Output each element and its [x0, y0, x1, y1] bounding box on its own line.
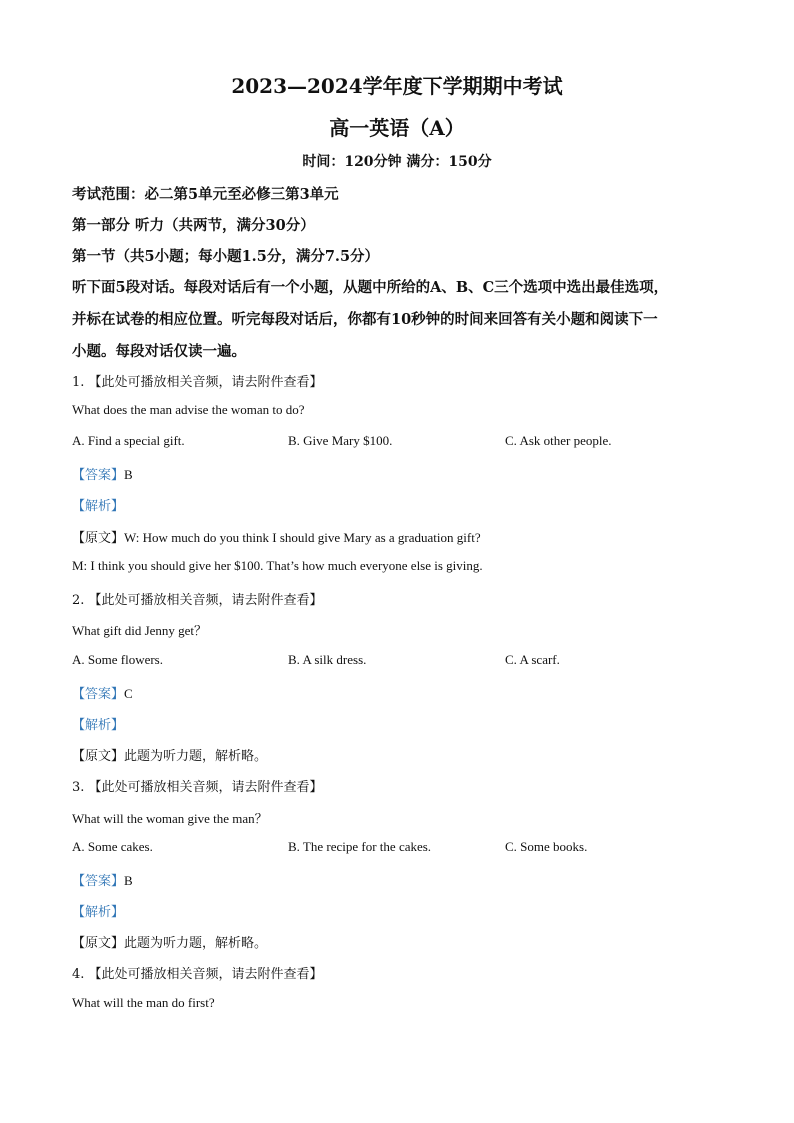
original-label: 【原文】 — [72, 936, 125, 951]
option-b: B. The recipe for the cakes. — [288, 839, 432, 854]
answer-line — [72, 870, 133, 889]
audio-placeholder[interactable]: 【此处可播放相关音频，请去附件查看】 — [88, 967, 323, 982]
original-text: W: How much do you think I should give Mary as a graduation gift? — [124, 530, 481, 545]
option-a: A. Find a special gift. — [72, 433, 185, 448]
question-audio-line — [72, 371, 323, 390]
option-c: C. Some books. — [505, 839, 588, 854]
original-line — [72, 932, 267, 951]
part-heading: 第一部分 听力（共两节，满分30分） — [72, 217, 315, 234]
original-label: 【原文】 — [72, 531, 125, 546]
section-heading: 第一节（共5小题；每小题1.5分，满分7.5分） — [72, 248, 380, 265]
analysis-label: 【解析】 — [72, 718, 125, 733]
answer-label: 【答案】 — [72, 687, 125, 702]
original-text: 此题为听力题，解析略。 — [124, 936, 268, 951]
analysis-line — [72, 901, 124, 920]
question-audio-line — [72, 776, 323, 795]
audio-placeholder[interactable]: 【此处可播放相关音频，请去附件查看】 — [88, 780, 323, 795]
original-line — [72, 527, 481, 546]
answer-label: 【答案】 — [72, 468, 125, 483]
question-audio-line — [72, 963, 323, 982]
time-score-info: 时间：120分钟 满分：150分 — [302, 154, 492, 170]
instruction-line: 听下面5段对话。每段对话后有一个小题，从题中所给的A、B、C三个选项中选出最佳选项， — [72, 279, 669, 296]
analysis-line — [72, 495, 124, 514]
option-b: B. A silk dress. — [288, 652, 367, 667]
audio-placeholder[interactable]: 【此处可播放相关音频，请去附件查看】 — [88, 375, 323, 390]
exam-title: 2023—2024学年度下学期期中考试 — [231, 74, 563, 98]
instruction-line: 并标在试卷的相应位置。听完每段对话后，你都有10秒钟的时间来回答有关小题和阅读下一 — [72, 311, 658, 328]
option-a: A. Some flowers. — [72, 652, 163, 667]
option-b: B. Give Mary $100. — [288, 433, 393, 448]
original-line — [72, 745, 267, 764]
analysis-label: 【解析】 — [72, 905, 125, 920]
original-text-continued: M: I think you should give her $100. That’s how much everyone else is giving. — [72, 558, 483, 573]
analysis-label: 【解析】 — [72, 499, 125, 514]
answer-value: C — [124, 686, 133, 701]
question-number: 3. — [72, 780, 85, 795]
question-number: 1. — [72, 375, 85, 390]
analysis-line — [72, 714, 124, 733]
question-number: 4. — [72, 967, 85, 982]
answer-line — [72, 464, 133, 483]
question-audio-line — [72, 589, 323, 608]
question-number: 2. — [72, 593, 85, 608]
original-text: 此题为听力题，解析略。 — [124, 749, 268, 764]
answer-line — [72, 683, 133, 702]
audio-placeholder[interactable]: 【此处可播放相关音频，请去附件查看】 — [88, 593, 323, 608]
question-text: What gift did Jenny get？ — [72, 623, 208, 638]
answer-value: B — [124, 873, 133, 888]
original-label: 【原文】 — [72, 749, 125, 764]
instruction-line: 小题。每段对话仅读一遍。 — [72, 343, 246, 360]
question-text: What will the woman give the man？ — [72, 811, 268, 826]
option-c: C. A scarf. — [505, 652, 560, 667]
exam-subtitle: 高一英语（A） — [329, 116, 465, 140]
question-text: What does the man advise the woman to do? — [72, 402, 305, 417]
option-a: A. Some cakes. — [72, 839, 153, 854]
question-text: What will the man do first? — [72, 995, 215, 1010]
exam-scope: 考试范围：必二第5单元至必修三第3单元 — [72, 186, 339, 203]
option-c: C. Ask other people. — [505, 433, 612, 448]
answer-value: B — [124, 467, 133, 482]
answer-label: 【答案】 — [72, 874, 125, 889]
